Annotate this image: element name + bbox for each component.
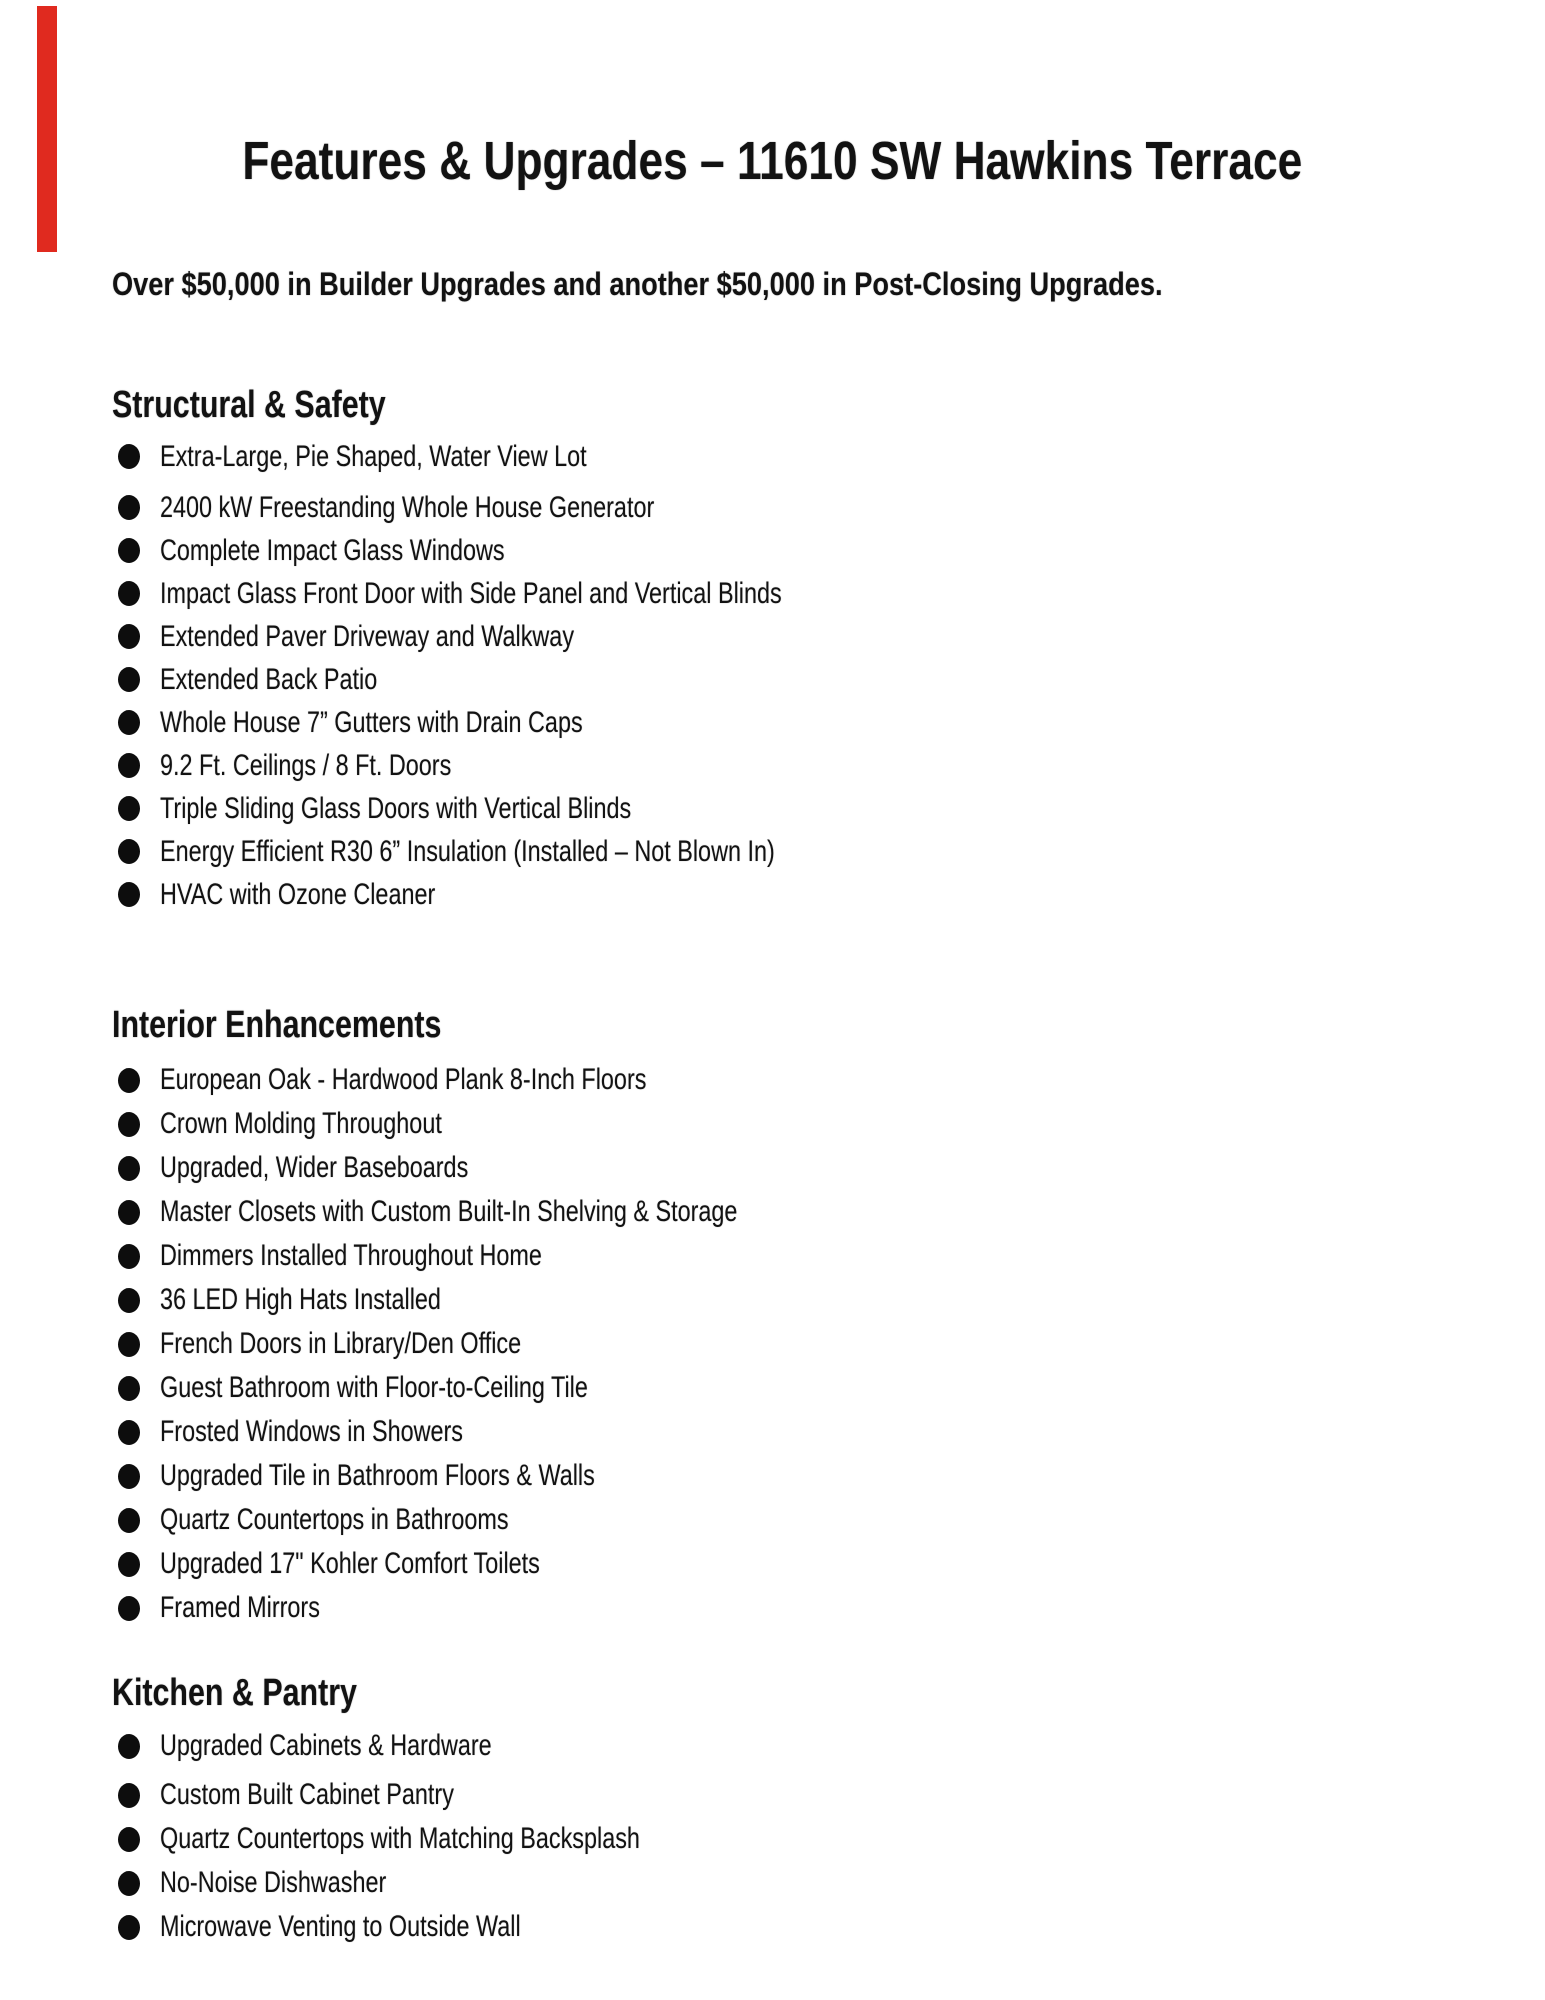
- feature-list: [112, 1724, 775, 1949]
- feature-list: [112, 1058, 900, 1630]
- item-text: Triple Sliding Glass Doors with Vertical Blinds: [160, 791, 632, 825]
- page-title: [0, 128, 1545, 194]
- item-text: Crown Molding Throughout: [160, 1107, 442, 1140]
- item-text: Extended Back Patio: [160, 662, 378, 696]
- item-text: Upgraded Tile in Bathroom Floors & Walls: [160, 1459, 595, 1492]
- bullet-icon: [118, 624, 140, 649]
- list-item: [112, 1278, 900, 1322]
- list-item: [112, 658, 957, 701]
- item-text: Upgraded 17" Kohler Comfort Toilets: [160, 1547, 540, 1580]
- list-item: [112, 572, 957, 615]
- bullet-icon: [118, 1376, 140, 1401]
- list-item: [112, 1058, 900, 1102]
- item-text: Dimmers Installed Throughout Home: [160, 1239, 542, 1272]
- bullet-icon: [118, 1596, 140, 1621]
- bullet-icon: [118, 1244, 140, 1269]
- list-item: [112, 1146, 900, 1190]
- page-title-text: Features & Upgrades – 11610 SW Hawkins Terrace: [242, 131, 1303, 192]
- bullet-icon: [118, 1200, 140, 1225]
- bullet-icon: [118, 753, 140, 778]
- list-item: [112, 435, 957, 478]
- section-heading: [112, 384, 454, 426]
- bullet-icon: [118, 1915, 140, 1940]
- section-heading: [112, 1004, 524, 1046]
- item-text: Master Closets with Custom Built-In Shelving & Storage: [160, 1195, 738, 1228]
- bullet-icon: [118, 495, 140, 520]
- bullet-icon: [118, 1068, 140, 1093]
- item-text: French Doors in Library/Den Office: [160, 1327, 522, 1360]
- bullet-icon: [118, 1464, 140, 1489]
- item-text: No-Noise Dishwasher: [160, 1866, 387, 1899]
- bullet-icon: [118, 1420, 140, 1445]
- item-text: Framed Mirrors: [160, 1591, 320, 1624]
- item-text: Custom Built Cabinet Pantry: [160, 1778, 454, 1811]
- bullet-icon: [118, 1552, 140, 1577]
- list-item: [112, 486, 957, 529]
- bullet-icon: [118, 581, 140, 606]
- list-item: [112, 1454, 900, 1498]
- list-item: [112, 830, 957, 873]
- item-text: Quartz Countertops with Matching Backsplash: [160, 1822, 640, 1855]
- section-heading-text: Kitchen & Pantry: [112, 1672, 357, 1714]
- item-text: Guest Bathroom with Floor-to-Ceiling Tile: [160, 1371, 588, 1404]
- bullet-icon: [118, 1827, 140, 1852]
- item-text: Impact Glass Front Door with Side Panel and Vertical Blinds: [160, 576, 782, 610]
- bullet-icon: [118, 1734, 140, 1759]
- list-item: [112, 1724, 775, 1768]
- list-item: [112, 1102, 900, 1146]
- item-text: Upgraded, Wider Baseboards: [160, 1151, 469, 1184]
- item-text: Frosted Windows in Showers: [160, 1415, 464, 1448]
- list-item: [112, 1773, 775, 1817]
- item-text: Energy Efficient R30 6” Insulation (Installed – Not Blown In): [160, 834, 775, 868]
- list-item: [112, 1905, 775, 1949]
- item-text: European Oak - Hardwood Plank 8-Inch Floors: [160, 1063, 647, 1096]
- section-heading-text: Interior Enhancements: [112, 1004, 442, 1046]
- bullet-icon: [118, 667, 140, 692]
- list-item: [112, 1190, 900, 1234]
- list-item: [112, 1861, 775, 1905]
- item-text: Upgraded Cabinets & Hardware: [160, 1729, 492, 1762]
- list-item: [112, 744, 957, 787]
- bullet-icon: [118, 796, 140, 821]
- list-item: [112, 1817, 775, 1861]
- item-text: Whole House 7” Gutters with Drain Caps: [160, 705, 583, 739]
- list-item: [112, 1410, 900, 1454]
- feature-list: [112, 435, 957, 916]
- list-item: [112, 529, 957, 572]
- bullet-icon: [118, 710, 140, 735]
- list-item: [112, 615, 957, 658]
- bullet-icon: [118, 882, 140, 907]
- list-item: [112, 701, 957, 744]
- item-text: Microwave Venting to Outside Wall: [160, 1910, 521, 1943]
- intro-text: Over $50,000 in Builder Upgrades and another $50,000 in Post-Closing Upgrades.: [112, 266, 1163, 302]
- list-item: [112, 787, 957, 830]
- list-item: [112, 1322, 900, 1366]
- list-item: [112, 1234, 900, 1278]
- list-item: [112, 1586, 900, 1630]
- list-item: [112, 1366, 900, 1410]
- item-text: 2400 kW Freestanding Whole House Generator: [160, 490, 655, 524]
- bullet-icon: [118, 1508, 140, 1533]
- bullet-icon: [118, 1112, 140, 1137]
- item-text: Extended Paver Driveway and Walkway: [160, 619, 575, 653]
- item-text: Quartz Countertops in Bathrooms: [160, 1503, 509, 1536]
- bullet-icon: [118, 538, 140, 563]
- intro-paragraph: [112, 262, 1348, 306]
- item-text: 36 LED High Hats Installed: [160, 1283, 441, 1316]
- bullet-icon: [118, 1783, 140, 1808]
- bullet-icon: [118, 839, 140, 864]
- list-item: [112, 1542, 900, 1586]
- item-text: Extra-Large, Pie Shaped, Water View Lot: [160, 439, 587, 473]
- bullet-icon: [118, 444, 140, 469]
- bullet-icon: [118, 1332, 140, 1357]
- item-text: Complete Impact Glass Windows: [160, 533, 505, 567]
- bullet-icon: [118, 1288, 140, 1313]
- section-heading: [112, 1672, 418, 1714]
- list-item: [112, 1498, 900, 1542]
- item-text: 9.2 Ft. Ceilings / 8 Ft. Doors: [160, 748, 452, 782]
- bullet-icon: [118, 1871, 140, 1896]
- section-heading-text: Structural & Safety: [112, 384, 386, 426]
- bullet-icon: [118, 1156, 140, 1181]
- item-text: HVAC with Ozone Cleaner: [160, 877, 436, 911]
- list-item: [112, 873, 957, 916]
